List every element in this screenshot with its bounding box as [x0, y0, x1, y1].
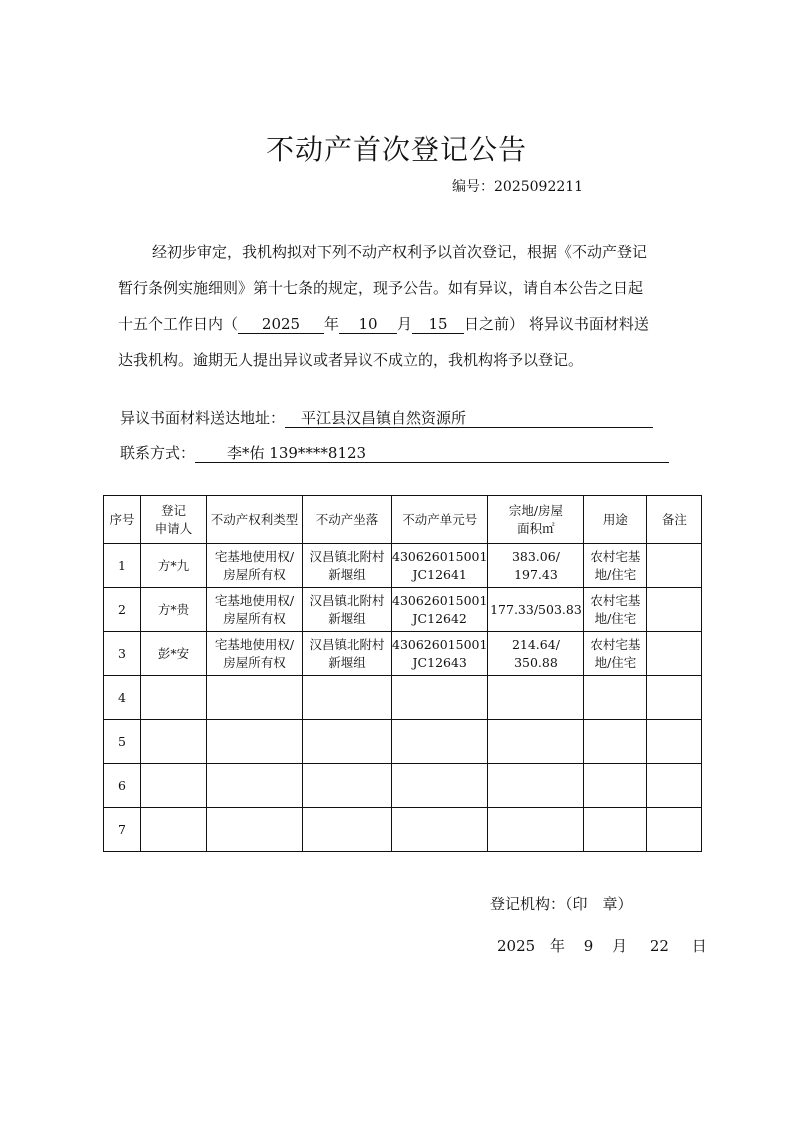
deadline-month: 10 — [339, 315, 397, 334]
doc-number-label: 编号： — [452, 179, 494, 195]
cell-right-type — [207, 764, 303, 808]
table-row — [104, 676, 702, 720]
cell-location — [303, 588, 392, 632]
date-month: 9 — [583, 937, 594, 955]
cell-seq: 6 — [104, 764, 141, 808]
cell-location — [303, 720, 392, 764]
para-line-3 — [118, 306, 678, 342]
cell-area — [488, 720, 584, 764]
header-applicant-line2: 申请人 — [154, 520, 193, 536]
cell-area: 214.64/ 350.88 — [488, 632, 584, 676]
deadline-year: 2025 — [238, 315, 324, 334]
registration-table — [103, 495, 702, 852]
para-line-3-post: 日之前） 将异议书面材料送 — [464, 315, 649, 333]
header-applicant — [141, 496, 207, 544]
date-day-unit: 日 — [691, 937, 707, 955]
cell-right-line2: 房屋所有权 — [223, 566, 286, 582]
notice-paragraph — [118, 234, 678, 378]
header-seq: 序号 — [104, 496, 141, 544]
cell-applicant: 方*贵 — [141, 588, 207, 632]
cell-unit-no — [392, 544, 488, 588]
table-row — [104, 588, 702, 632]
cell-right-type — [207, 632, 303, 676]
cell-applicant — [141, 808, 207, 852]
cell-unit-line1: 430626015001 — [392, 592, 488, 608]
cell-remark — [647, 808, 702, 852]
header-location: 不动产坐落 — [303, 496, 392, 544]
cell-usage-line2: 地/住宅 — [594, 654, 637, 670]
cell-usage — [584, 676, 647, 720]
para-line-1: 经初步审定，我机构拟对下列不动产权利予以首次登记，根据《不动产登记 — [152, 243, 648, 261]
header-usage: 用途 — [584, 496, 647, 544]
cell-usage — [584, 632, 647, 676]
header-remark: 备注 — [647, 496, 702, 544]
para-line-2: 暂行条例实施细则》第十七条的规定，现予公告。如有异议，请自本公告之日起 — [118, 279, 644, 297]
cell-unit-no — [392, 676, 488, 720]
cell-location-line2: 新堰组 — [328, 566, 366, 582]
cell-seq: 3 — [104, 632, 141, 676]
cell-right-line1: 宅基地使用权/ — [214, 592, 295, 608]
cell-remark — [647, 764, 702, 808]
cell-seq: 7 — [104, 808, 141, 852]
cell-right-type — [207, 808, 303, 852]
cell-usage — [584, 544, 647, 588]
table-row — [104, 764, 702, 808]
date-year: 2025 — [497, 937, 536, 955]
cell-location — [303, 632, 392, 676]
cell-usage-line1: 农村宅基 — [590, 548, 641, 564]
cell-location-line1: 汉昌镇北附村 — [309, 592, 385, 608]
objection-address-row — [120, 407, 653, 428]
cell-usage — [584, 808, 647, 852]
notice-date — [497, 935, 707, 956]
header-area — [488, 496, 584, 544]
cell-right-type — [207, 720, 303, 764]
cell-location-line1: 汉昌镇北附村 — [309, 548, 385, 564]
cell-seq: 1 — [104, 544, 141, 588]
cell-remark — [647, 544, 702, 588]
cell-right-line1: 宅基地使用权/ — [214, 548, 295, 564]
cell-remark — [647, 588, 702, 632]
cell-usage — [584, 764, 647, 808]
cell-applicant: 彭*安 — [141, 632, 207, 676]
cell-location — [303, 544, 392, 588]
cell-applicant — [141, 676, 207, 720]
cell-usage-line1: 农村宅基 — [590, 592, 641, 608]
cell-usage-line2: 地/住宅 — [594, 610, 637, 626]
cell-right-line1: 宅基地使用权/ — [214, 636, 295, 652]
cell-location-line1: 汉昌镇北附村 — [309, 636, 385, 652]
cell-right-line2: 房屋所有权 — [223, 610, 286, 626]
contact-row — [120, 442, 669, 463]
cell-unit-line2: JC12641 — [412, 566, 467, 582]
cell-remark — [647, 632, 702, 676]
cell-location — [303, 808, 392, 852]
date-year-unit: 年 — [549, 937, 565, 955]
cell-seq: 2 — [104, 588, 141, 632]
cell-unit-no — [392, 632, 488, 676]
cell-area: 177.33/503.83 — [488, 588, 584, 632]
objection-address-value: 平江县汉昌镇自然资源所 — [285, 409, 653, 428]
table-row — [104, 720, 702, 764]
header-area-line1: 宗地/房屋 — [508, 502, 564, 518]
contact-label: 联系方式： — [120, 444, 196, 462]
registration-authority: 登记机构：（印 章） — [490, 895, 633, 913]
date-month-unit: 月 — [612, 937, 628, 955]
cell-location-line2: 新堰组 — [328, 610, 366, 626]
objection-address-label: 异议书面材料送达地址： — [120, 409, 286, 427]
cell-seq: 5 — [104, 720, 141, 764]
cell-area — [488, 676, 584, 720]
cell-usage-line2: 地/住宅 — [594, 566, 637, 582]
cell-right-type — [207, 676, 303, 720]
cell-unit-line2: JC12643 — [412, 654, 467, 670]
cell-unit-line1: 430626015001 — [392, 548, 488, 564]
cell-right-type — [207, 588, 303, 632]
cell-unit-no — [392, 764, 488, 808]
table-row — [104, 632, 702, 676]
cell-location — [303, 764, 392, 808]
cell-usage — [584, 720, 647, 764]
date-day: 22 — [649, 937, 669, 955]
cell-right-line2: 房屋所有权 — [223, 654, 286, 670]
cell-usage — [584, 588, 647, 632]
cell-location-line2: 新堰组 — [328, 654, 366, 670]
para-line-4: 达我机构。逾期无人提出异议或者异议不成立的，我机构将予以登记。 — [118, 351, 584, 369]
cell-area — [488, 764, 584, 808]
cell-unit-no — [392, 720, 488, 764]
header-area-line2: 面积㎡ — [517, 520, 555, 536]
contact-value: 李*佑 139****8123 — [195, 444, 669, 463]
cell-seq: 4 — [104, 676, 141, 720]
cell-area — [488, 808, 584, 852]
cell-remark — [647, 676, 702, 720]
cell-area: 383.06/ 197.43 — [488, 544, 584, 588]
cell-remark — [647, 720, 702, 764]
table-row — [104, 544, 702, 588]
header-right-type: 不动产权利类型 — [207, 496, 303, 544]
notice-title: 不动产首次登记公告 — [265, 133, 527, 166]
cell-unit-line2: JC12642 — [412, 610, 467, 626]
cell-applicant: 方*九 — [141, 544, 207, 588]
doc-number-value: 2025092211 — [494, 179, 584, 195]
para-line-3-pre: 十五个工作日内（ — [118, 315, 239, 333]
cell-unit-no — [392, 808, 488, 852]
header-unit-no: 不动产单元号 — [392, 496, 488, 544]
cell-applicant — [141, 720, 207, 764]
deadline-year-unit: 年 — [324, 315, 340, 333]
cell-applicant — [141, 764, 207, 808]
cell-right-type — [207, 544, 303, 588]
cell-unit-no — [392, 588, 488, 632]
table-header-row — [104, 496, 702, 544]
cell-location — [303, 676, 392, 720]
header-applicant-line1: 登记 — [160, 502, 186, 518]
deadline-day: 15 — [412, 315, 464, 334]
table-row — [104, 808, 702, 852]
deadline-month-unit: 月 — [397, 315, 413, 333]
doc-number — [452, 176, 583, 196]
cell-usage-line1: 农村宅基 — [590, 636, 641, 652]
cell-unit-line1: 430626015001 — [392, 636, 488, 652]
